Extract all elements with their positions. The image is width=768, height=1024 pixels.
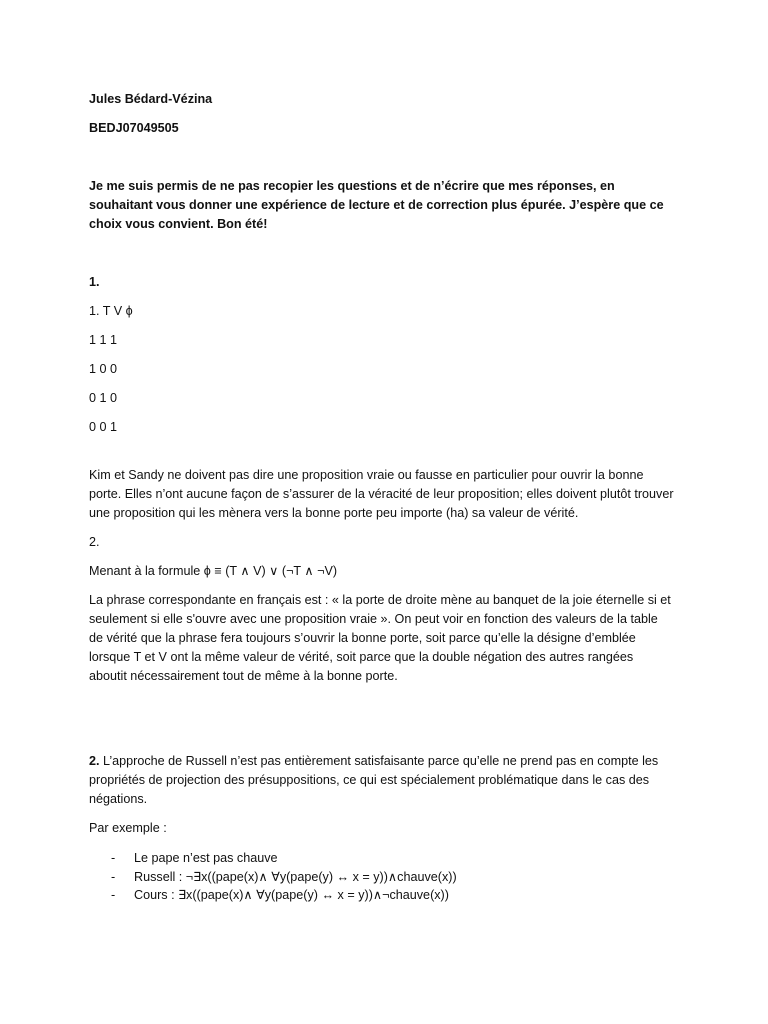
truth-table-header: 1. T V ϕ	[89, 304, 133, 318]
list-item-text: Russell : ¬∃x((pape(x)∧ ∀y(pape(y) ↔ x = y))∧chauve(x))	[134, 869, 457, 884]
truth-table-row: 1 0 0	[89, 362, 118, 376]
bullet-dash: -	[111, 888, 116, 902]
explanation-paragraph: Kim et Sandy ne doivent pas dire une proposition vraie ou fausse en particulier pour ouvrir la bonne porte. Elles n’ont aucune façon de s’assurer de la véracité de leur proposition; elles doivent plutôt trouver une proposition qui les mènera vers la bonne porte peu importe (ha) sa valeur de vérité.	[89, 468, 674, 520]
truth-table-row: 0 1 0	[89, 391, 118, 405]
formula-line: Menant à la formule ϕ ≡ (T ∧ V) ∨ (¬T ∧ ¬V)	[89, 564, 338, 578]
section-2-paragraph	[89, 752, 674, 809]
bullet-dash: -	[111, 869, 116, 884]
list-item	[89, 849, 674, 868]
list-item	[89, 868, 674, 887]
list-item	[89, 886, 674, 905]
truth-table-row: 0 0 1	[89, 420, 118, 434]
truth-table-row: 1 1 1	[89, 333, 118, 347]
example-intro: Par exemple :	[89, 821, 167, 835]
intro-paragraph: Je me suis permis de ne pas recopier les questions et de n’écrire que mes réponses, en souhaitant vous donner une expérience de lecture et de correction plus épurée. J’espère que ce choix vous convient. Bon été!	[89, 179, 664, 231]
section-2-heading: 2.	[89, 754, 100, 768]
section-1-heading: 1.	[89, 275, 100, 289]
french-sentence-paragraph: La phrase correspondante en français est : « la porte de droite mène au banquet de la joie éternelle si et seulement si elle s'ouvre avec une proposition vraie ». On peut voir en fonction des valeurs de la table de vérité que la phrase fera toujours s’ouvrir la bonne porte, soit parce qu’elle la désigne d’emblée lorsque T et V ont la même valeur de vérité, soit parce que la double négation des autres rangées aboutit nécessairement tout de même à la bonne porte.	[89, 593, 671, 683]
student-code: BEDJ07049505	[89, 121, 179, 135]
author-name: Jules Bédard-Vézina	[89, 92, 213, 106]
example-list	[89, 849, 674, 905]
section-2-text: L’approche de Russell n’est pas entièrement satisfaisante parce qu’elle ne prend pas en compte les propriétés de projection des présuppositions, ce qui est spécialement problématique dans le cas des négations.	[89, 754, 659, 806]
subsection-2-label: 2.	[89, 535, 100, 549]
list-item-text: Cours : ∃x((pape(x)∧ ∀y(pape(y) ↔ x = y))∧¬chauve(x))	[134, 888, 449, 902]
bullet-dash: -	[111, 851, 116, 865]
list-item-text: Le pape n’est pas chauve	[134, 851, 278, 865]
